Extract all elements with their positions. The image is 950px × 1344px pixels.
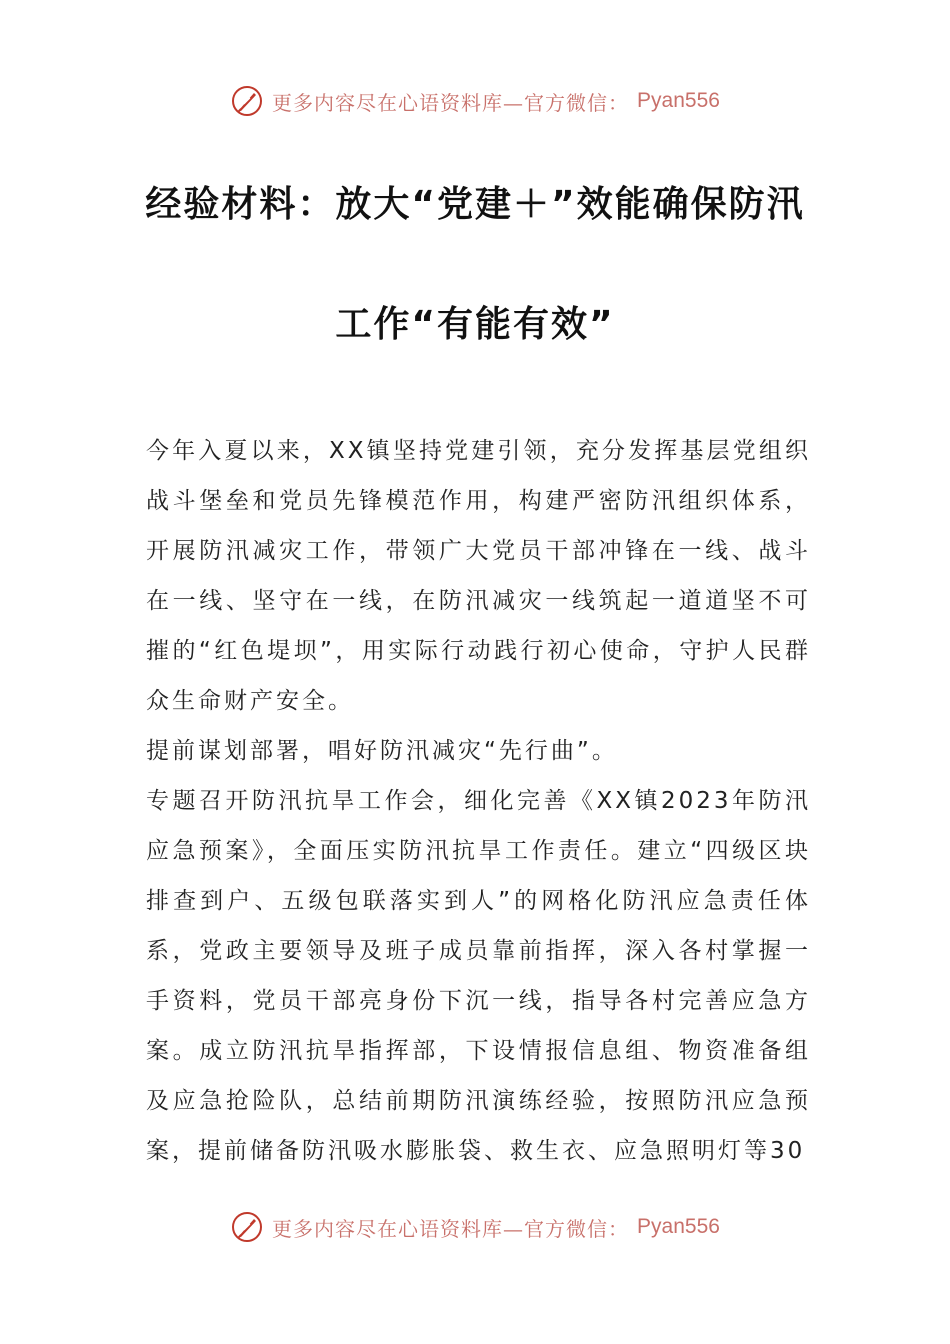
document-title-line-1: 经验材料：放大“党建＋”效能确保防汛 [145, 184, 805, 225]
quill-pen-logo-icon [230, 1210, 264, 1244]
document-title-line-2: 工作“有能有效” [335, 304, 615, 345]
quill-pen-logo-icon [230, 84, 264, 118]
footer-watermark [0, 1210, 950, 1244]
paragraph-detail-1: 专题召开防汛抗旱工作会，细化完善《XX镇2023年防汛应急预案》，全面压实防汛抗旱工作责任。建立“四级区块排查到户、五级包联落实到人”的网格化防汛应急责任体系，党政主要领导及班子成员靠前指挥，深入各村掌握一手资料，党员干部亮身份下沉一线，指导各村完善应急方案。成立防汛抗旱指挥部，下设情报信息组、物资准备组及应急抢险队，总结前期防汛演练经验，按照防汛应急预案，提前储备防汛吸水膨胀袋、救生衣、应急照明灯等30 [146, 788, 811, 1164]
watermark-wechat-id: Pyan556 [637, 89, 720, 112]
watermark-text: 更多内容尽在心语资料库—官方微信： [272, 1216, 630, 1241]
watermark-text: 更多内容尽在心语资料库—官方微信： [272, 90, 630, 115]
paragraph-intro: 今年入夏以来，XX镇坚持党建引领，充分发挥基层党组织战斗堡垒和党员先锋模范作用，构建严密防汛组织体系，开展防汛减灾工作，带领广大党员干部冲锋在一线、战斗在一线、坚守在一线，在防汛减灾一线筑起一道道坚不可摧的“红色堤坝”，用实际行动践行初心使命，守护人民群众生命财产安全。 [146, 438, 811, 714]
paragraph-heading-1: 提前谋划部署，唱好防汛减灾“先行曲”。 [146, 738, 618, 764]
watermark-wechat-id: Pyan556 [637, 1215, 720, 1238]
header-watermark [0, 84, 950, 118]
document-body [146, 426, 811, 1176]
